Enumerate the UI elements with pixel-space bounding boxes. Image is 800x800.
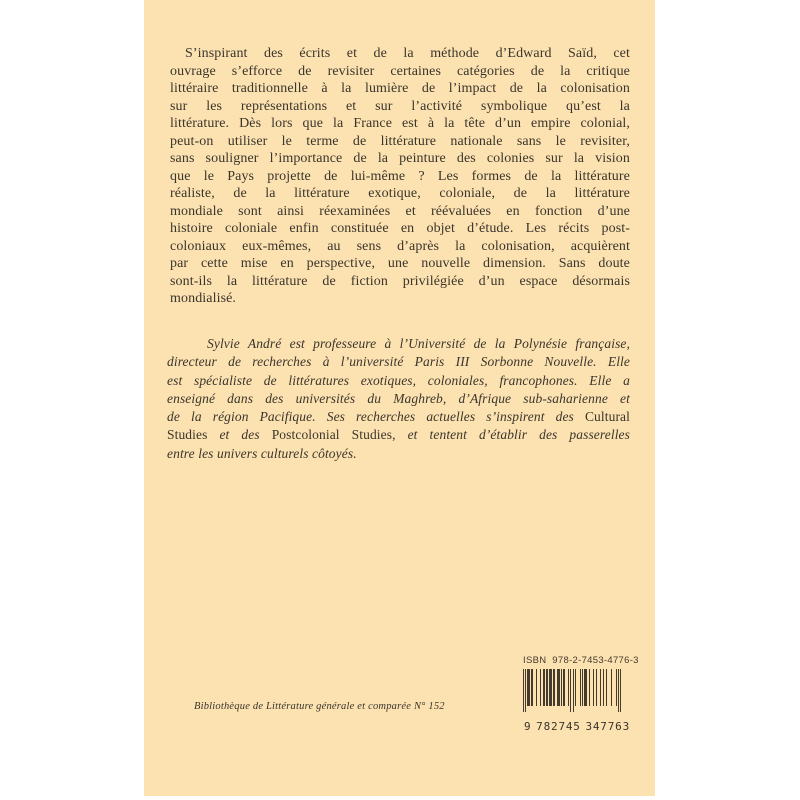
synopsis-paragraph: [170, 45, 630, 308]
barcode-digit-group-left: 782745: [536, 720, 581, 733]
synopsis-line: par cette mise en perspective, une nouvelle dimension. Sans doute: [170, 256, 630, 271]
barcode-digit-group-right: 347763: [585, 720, 630, 733]
synopsis-line: histoire coloniale enfin constituée en objet d’étude. Les récits post-: [170, 221, 630, 236]
isbn-label: ISBN 978-2-7453-4776-3: [523, 655, 639, 666]
ean13-barcode: [523, 669, 630, 733]
isbn-block: [516, 655, 639, 733]
synopsis-line: mondiale sont ainsi réexaminées et réévaluées en fonction d’une: [170, 203, 630, 219]
synopsis-line: coloniaux eux-mêmes, au sens d’après la colonisation, acquièrent: [170, 238, 630, 254]
bio-line: est spécialiste de littératures exotiques, coloniales, francophones. Elle a: [167, 372, 630, 388]
synopsis-line: sont-ils la littérature de fiction privilégiée d’un espace désormais: [170, 273, 630, 289]
author-bio-paragraph: [167, 335, 630, 463]
synopsis-line: littérature. Dès lors que la France est à la tête d’un empire colonial,: [170, 116, 630, 131]
barcode-digit-lead: 9: [524, 720, 532, 733]
book-back-cover: [144, 0, 655, 796]
synopsis-line: S’inspirant des écrits et de la méthode d’Edward Saïd, cet: [185, 46, 630, 61]
barcode-module: [620, 669, 621, 712]
synopsis-line: sur les représentations et sur l’activité symbolique qu’est la: [170, 98, 630, 114]
bio-line: de la région Pacifique. Ses recherches actuelles s’inspirent des Cultural: [167, 409, 630, 425]
bio-line: entre les univers culturels côtoyés.: [167, 445, 357, 461]
bio-line: Sylvie André est professeure à l’Université de la Polynésie française,: [207, 336, 630, 351]
synopsis-line: que le Pays projette de lui-même ? Les formes de la littérature: [170, 168, 630, 184]
bio-line: Studies et des Postcolonial Studies, et tentent d’établir des passerelles: [167, 427, 630, 443]
synopsis-line: littéraire traditionnelle à la lumière de l’impact de la colonisation: [170, 81, 630, 96]
barcode-digits: [523, 720, 631, 733]
synopsis-line: ouvrage s’efforce de revisiter certaines catégories de la critique: [170, 63, 630, 79]
synopsis-line: réaliste, de la littérature exotique, coloniale, de la littérature: [170, 186, 630, 201]
synopsis-line: mondialisé.: [170, 291, 237, 306]
series-line: Bibliothèque de Littérature générale et comparée N° 152: [194, 701, 445, 712]
synopsis-line: peut-on utiliser le terme de littérature nationale sans le revisiter,: [170, 133, 630, 149]
synopsis-line: sans souligner l’importance de la peinture des colonies sur la vision: [170, 151, 630, 166]
bio-line: directeur de recherches à l’université Paris III Sorbonne Nouvelle. Elle: [167, 354, 630, 370]
bio-line: enseigné dans des universités du Maghreb, d’Afrique sub-saharienne et: [167, 390, 630, 406]
